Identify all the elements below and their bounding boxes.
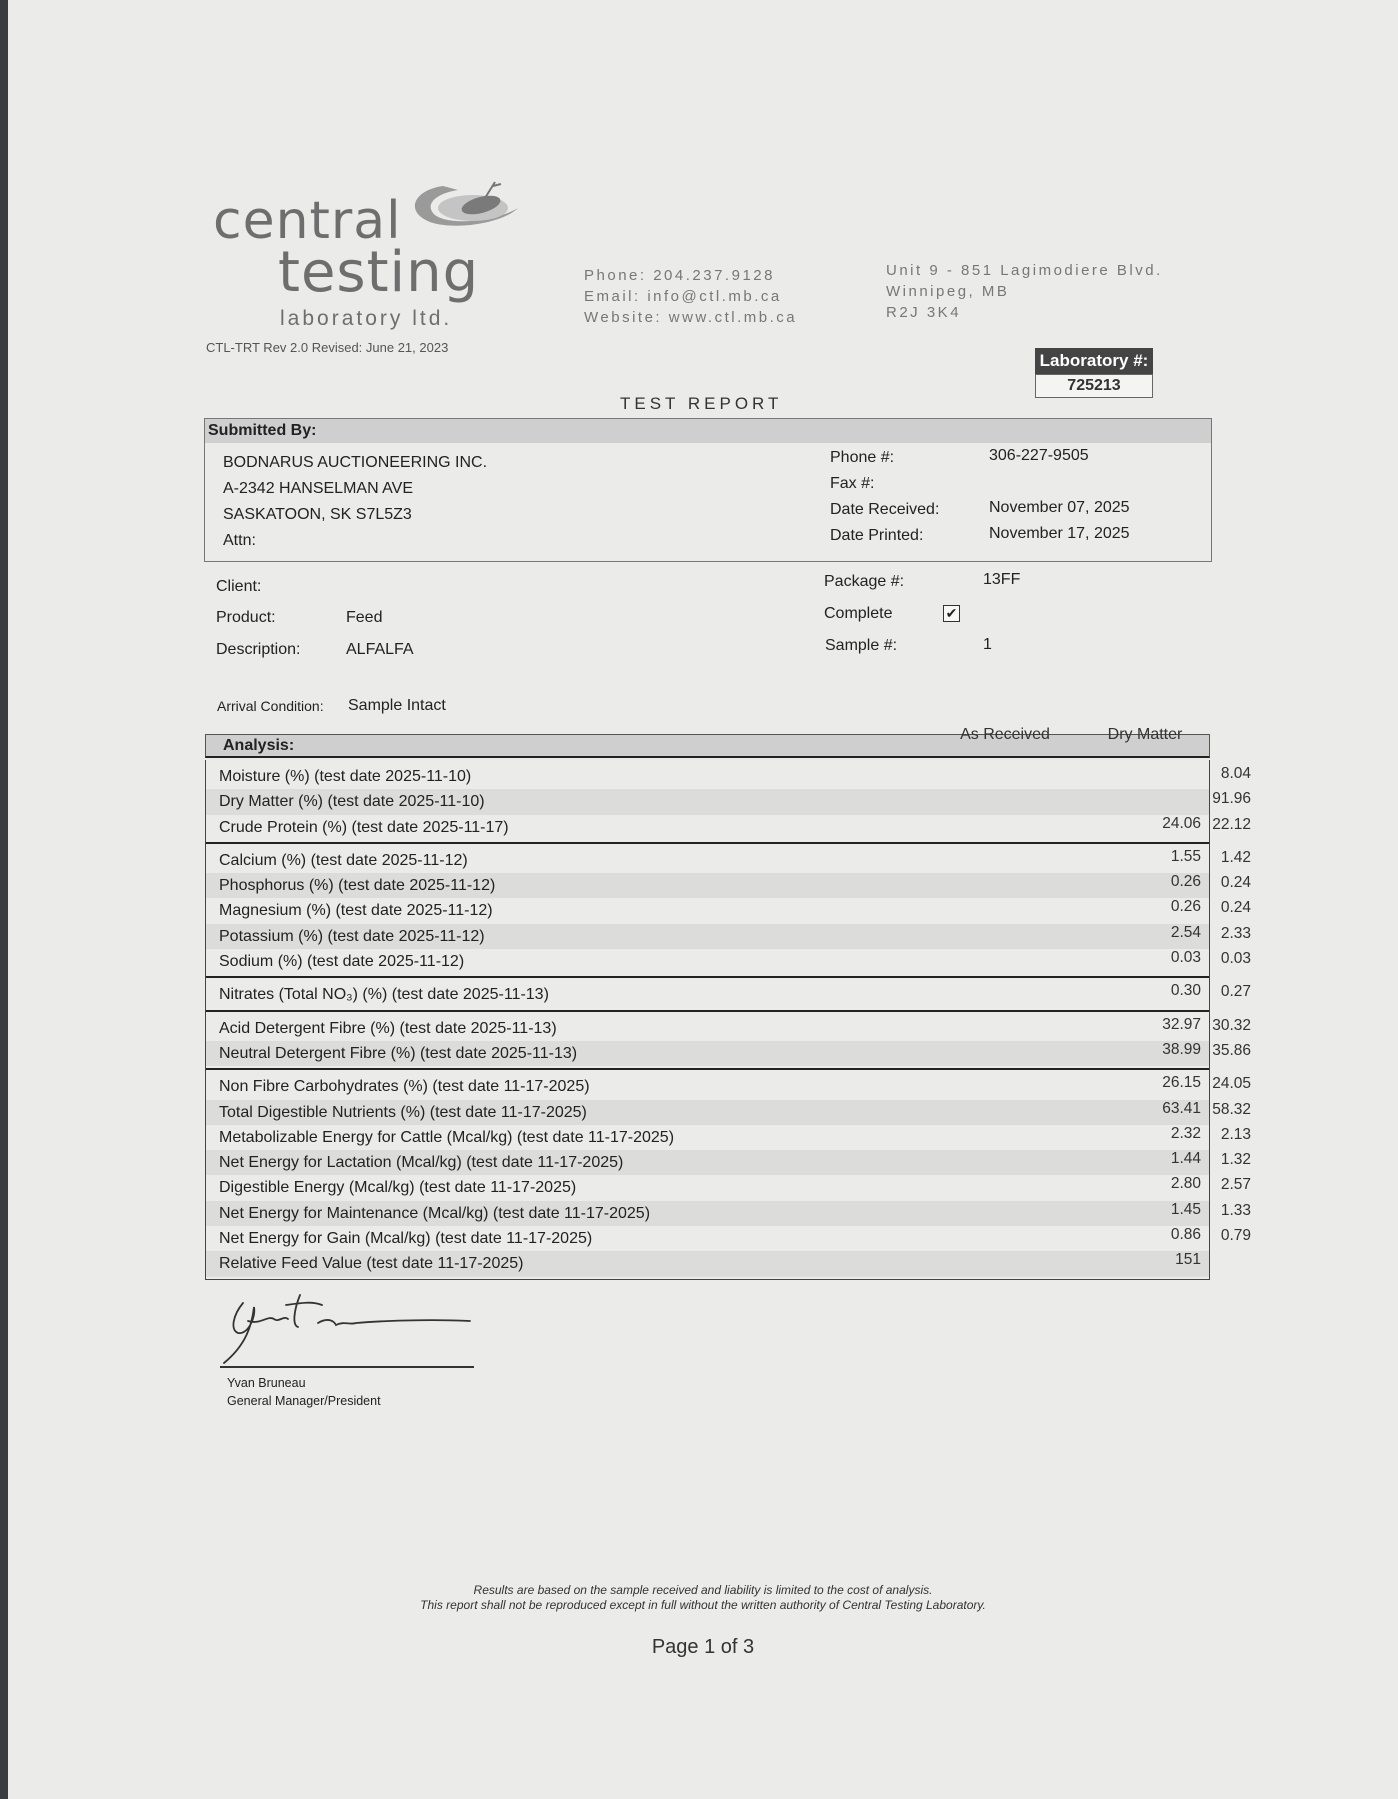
signature-icon — [208, 1285, 478, 1365]
as-received-value: 35.86 — [1212, 1041, 1251, 1059]
analysis-row — [206, 789, 1251, 814]
date-printed-value: November 17, 2025 — [989, 525, 1130, 542]
analysis-name: Total Digestible Nutrients (%) (test date 11-17-2025) — [219, 1103, 587, 1121]
complete-checkbox — [943, 605, 960, 623]
as-received-value: 0.79 — [1220, 1227, 1251, 1245]
analysis-name: Acid Detergent Fibre (%) (test date 2025-11-13) — [219, 1019, 557, 1037]
submitter-contact-labels — [830, 445, 939, 549]
analysis-row — [206, 873, 1251, 898]
analysis-table — [205, 726, 1251, 1280]
analysis-table-header — [205, 726, 1210, 752]
lab-address-line3: R2J 3K4 — [886, 304, 962, 321]
analysis-name: Moisture (%) (test date 2025-11-10) — [219, 768, 472, 785]
as-received-value: 1.42 — [1220, 848, 1251, 866]
analysis-row — [206, 847, 1251, 873]
as-received-column-header: As Received — [960, 726, 1050, 743]
lab-email: Email: info@ctl.mb.ca — [584, 288, 782, 305]
analysis-header: Analysis: — [205, 734, 1210, 758]
fax-value — [989, 469, 1130, 495]
logo-text-testing: testing — [278, 240, 480, 305]
report-title: TEST REPORT — [620, 394, 783, 413]
submitted-by-box — [204, 418, 1212, 562]
analysis-row — [206, 764, 1251, 789]
analysis-name: Magnesium (%) (test date 2025-11-12) — [219, 902, 493, 920]
dry-matter-column-header: Dry Matter — [1107, 726, 1183, 743]
arrival-condition-value: Sample Intact — [348, 697, 446, 714]
analysis-group — [206, 978, 1251, 1011]
arrival-condition-label: Arrival Condition: — [217, 698, 324, 714]
logo-text-central: central — [213, 191, 402, 251]
dry-matter-value: 0.26 — [1170, 873, 1201, 891]
client-label: Client: — [216, 578, 262, 595]
dry-matter-value: 151 — [1175, 1251, 1201, 1269]
submitter-name: BODNARUS AUCTIONEERING INC. — [223, 454, 488, 471]
analysis-row — [206, 1124, 1251, 1150]
analysis-row — [206, 1200, 1251, 1226]
dry-matter-value: 1.44 — [1170, 1150, 1201, 1168]
dry-matter-value: 63.41 — [1162, 1099, 1201, 1117]
submitter-street: A-2342 HANSELMAN AVE — [223, 480, 414, 497]
analysis-name: Dry Matter (%) (test date 2025-11-10) — [219, 793, 485, 811]
analysis-row — [206, 982, 1251, 1007]
product-label: Product: — [216, 609, 276, 626]
phone-value: 306-227-9505 — [989, 447, 1089, 464]
dry-matter-value: 1.55 — [1170, 847, 1201, 865]
analysis-row — [206, 814, 1251, 840]
submitter-city: SASKATOON, SK S7L5Z3 — [223, 506, 412, 523]
lab-contact — [584, 265, 797, 328]
signatory — [227, 1374, 381, 1410]
analysis-name: Relative Feed Value (test date 11-17-2025) — [219, 1255, 524, 1273]
product-value: Feed — [346, 609, 383, 626]
laboratory-number-label: Laboratory #: — [1035, 348, 1153, 374]
dry-matter-value: 32.97 — [1162, 1015, 1201, 1033]
analysis-row — [206, 1226, 1251, 1251]
fax-label: Fax #: — [830, 475, 875, 492]
as-received-value: 2.57 — [1220, 1176, 1251, 1194]
analysis-name: Potassium (%) (test date 2025-11-12) — [219, 927, 485, 945]
laboratory-number-value: 725213 — [1035, 374, 1153, 398]
analysis-group — [206, 760, 1251, 844]
analysis-row — [206, 949, 1251, 974]
as-received-value: 2.33 — [1220, 924, 1251, 942]
submitter-address — [223, 450, 487, 554]
liability-disclaimer: Results are based on the sample received and liability is limited to the cost of analysis. — [473, 1583, 933, 1597]
report-page — [8, 0, 1398, 1799]
logo-text-laboratory: laboratory ltd. — [280, 307, 453, 330]
analysis-row — [206, 1150, 1251, 1175]
date-printed-label: Date Printed: — [830, 527, 924, 544]
phone-label: Phone #: — [830, 449, 895, 466]
dry-matter-value: 2.80 — [1170, 1175, 1201, 1193]
dry-matter-value: 38.99 — [1162, 1040, 1201, 1058]
as-received-value: 0.24 — [1220, 899, 1251, 917]
analysis-group — [206, 1070, 1251, 1278]
dry-matter-value: 2.54 — [1170, 923, 1201, 941]
lab-phone: Phone: 204.237.9128 — [584, 267, 775, 284]
analysis-name: Non Fibre Carbohydrates (%) (test date 11-17-2025) — [219, 1078, 590, 1096]
analysis-group — [206, 844, 1251, 978]
submitter-contact-values — [989, 443, 1130, 547]
analysis-name: Metabolizable Energy for Cattle (Mcal/kg) (test date 11-17-2025) — [219, 1128, 675, 1146]
analysis-name: Phosphorus (%) (test date 2025-11-12) — [219, 877, 496, 895]
dry-matter-value: 0.26 — [1170, 898, 1201, 916]
as-received-value: 8.04 — [1220, 765, 1251, 782]
description-label: Description: — [216, 641, 301, 658]
analysis-name: Crude Protein (%) (test date 2025-11-17) — [219, 818, 509, 836]
analysis-groups — [205, 760, 1251, 1280]
description-value: ALFALFA — [346, 641, 414, 658]
analysis-row — [206, 1040, 1251, 1066]
signature-line — [220, 1366, 474, 1368]
analysis-name: Net Energy for Lactation (Mcal/kg) (test date 11-17-2025) — [219, 1154, 624, 1172]
reproduction-disclaimer: This report shall not be reproduced except in full without the written authority of Central Testing Laboratory. — [420, 1598, 986, 1612]
analysis-row — [206, 923, 1251, 949]
attn-label: Attn: — [223, 532, 256, 549]
as-received-value: 1.32 — [1220, 1151, 1251, 1169]
as-received-value: 58.32 — [1212, 1100, 1251, 1118]
page-number: Page 1 of 3 — [651, 1636, 755, 1658]
submitted-by-header: Submitted By: — [205, 419, 1211, 443]
as-received-value: 0.27 — [1220, 983, 1251, 1001]
analysis-name: Nitrates (Total NO₃) (%) (test date 2025-11-13) — [219, 986, 549, 1004]
dry-matter-value: 0.86 — [1170, 1226, 1201, 1244]
dry-matter-value: 0.03 — [1170, 949, 1201, 967]
package-value: 13FF — [983, 571, 1021, 588]
lab-address — [886, 260, 1163, 323]
as-received-value: 24.05 — [1212, 1075, 1251, 1093]
date-received-value: November 07, 2025 — [989, 499, 1130, 516]
as-received-value: 0.24 — [1220, 874, 1251, 892]
dry-matter-value: 2.32 — [1170, 1124, 1201, 1142]
analysis-name: Net Energy for Maintenance (Mcal/kg) (test date 11-17-2025) — [219, 1204, 651, 1222]
as-received-value: 22.12 — [1212, 815, 1251, 833]
analysis-name: Neutral Detergent Fibre (%) (test date 2025-11-13) — [219, 1044, 578, 1062]
checkmark-icon: ✔ — [943, 605, 960, 622]
laboratory-number-box — [1035, 348, 1153, 398]
analysis-name: Digestible Energy (Mcal/kg) (test date 11-17-2025) — [219, 1179, 577, 1197]
lab-website: Website: www.ctl.mb.ca — [584, 309, 798, 326]
lab-logo-icon — [403, 178, 528, 243]
as-received-value: 1.33 — [1220, 1201, 1251, 1219]
analysis-name: Calcium (%) (test date 2025-11-12) — [219, 851, 468, 869]
as-received-value: 91.96 — [1212, 790, 1251, 808]
lab-address-line1: Unit 9 - 851 Lagimodiere Blvd. — [886, 262, 1163, 279]
analysis-name: Sodium (%) (test date 2025-11-12) — [219, 953, 465, 971]
package-label: Package #: — [824, 573, 905, 590]
lab-address-line2: Winnipeg, MB — [886, 283, 1010, 300]
analysis-group — [206, 1012, 1251, 1071]
as-received-value: 2.13 — [1220, 1125, 1251, 1143]
analysis-row — [206, 1175, 1251, 1200]
signatory-title: General Manager/President — [227, 1394, 381, 1408]
dry-matter-value: 1.45 — [1170, 1200, 1201, 1218]
date-received-label: Date Received: — [830, 501, 940, 518]
revision-note: CTL-TRT Rev 2.0 Revised: June 21, 2023 — [206, 340, 449, 355]
analysis-row — [206, 1251, 1209, 1276]
sample-number-value: 1 — [983, 636, 992, 653]
analysis-row — [206, 1099, 1251, 1125]
analysis-name: Net Energy for Gain (Mcal/kg) (test date 11-17-2025) — [219, 1230, 593, 1248]
as-received-value: 30.32 — [1212, 1016, 1251, 1034]
analysis-row — [206, 1015, 1251, 1041]
analysis-row — [206, 1074, 1251, 1099]
dry-matter-value: 24.06 — [1162, 814, 1201, 832]
complete-label: Complete — [824, 605, 893, 622]
sample-number-label: Sample #: — [825, 637, 898, 654]
dry-matter-value: 26.15 — [1162, 1074, 1201, 1092]
dry-matter-value: 0.30 — [1170, 982, 1201, 1000]
as-received-value: 0.03 — [1220, 950, 1251, 968]
analysis-row — [206, 898, 1251, 923]
signatory-name: Yvan Bruneau — [227, 1376, 306, 1390]
